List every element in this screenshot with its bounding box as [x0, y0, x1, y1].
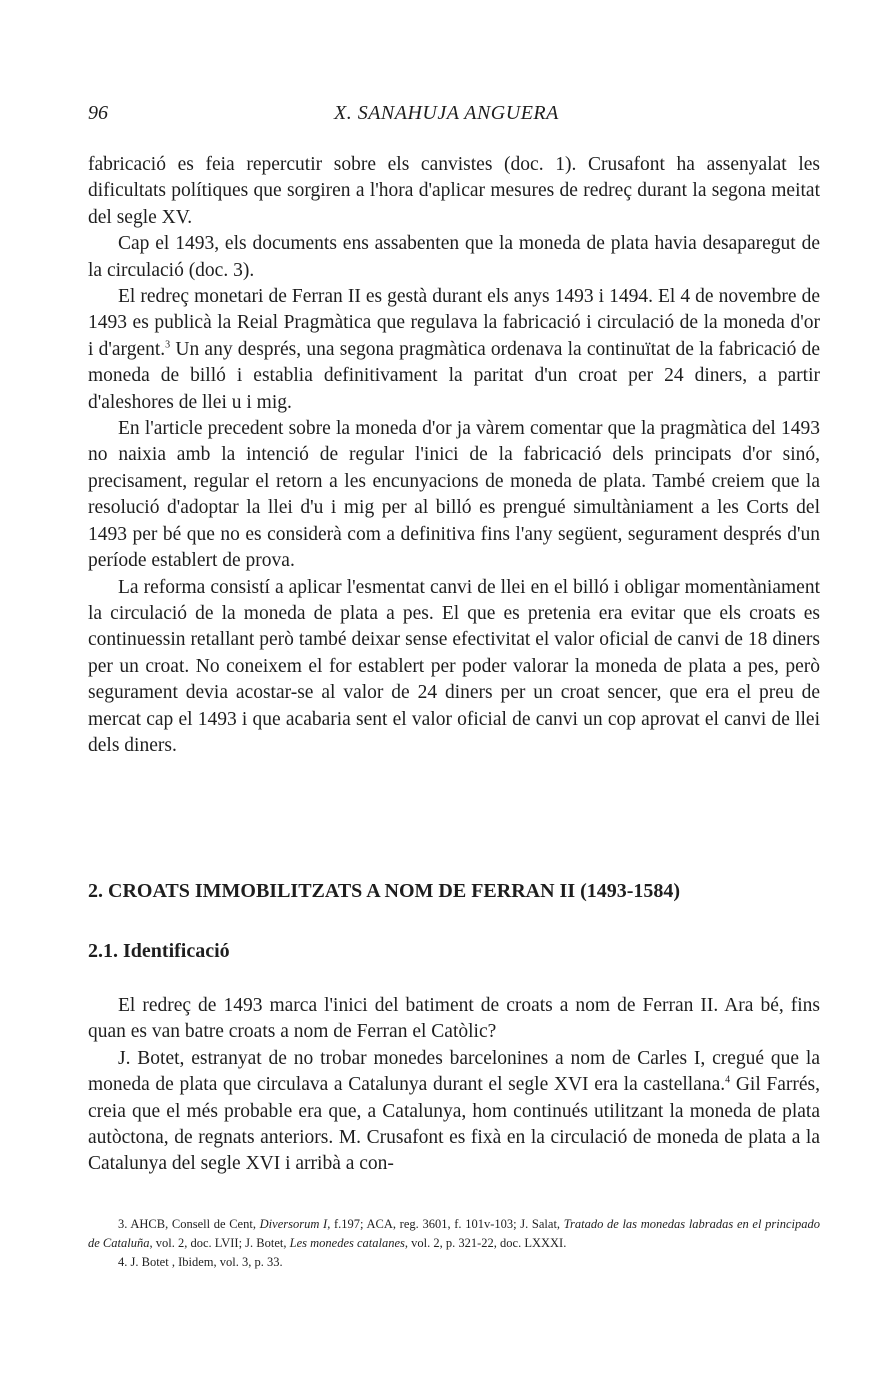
paragraph	[88, 1046, 820, 1178]
running-head: X. SANAHUJA ANGUERA	[334, 102, 559, 124]
footnote-title: Diversorum I	[259, 1217, 328, 1231]
paragraph: La reforma consistí a aplicar l'esmentat canvi de llei en el billó i obligar momentàniament la circulació de la moneda de plata a pes. El que es pretenia era evitar que els croats es continuessin retallant però també deixar sense efectivitat el valor oficial de canvi de 18 diners per un croat. No coneixem el for establert per poder valorar la moneda de plata a pes, però segurament devia acostar-se al valor de 24 diners per un croat sencer, que era el preu de mercat cap el 1493 i que acabaria sent el valor oficial de canvi un cop aprovat el canvi de llei dels diners.	[88, 576, 820, 756]
footnote-title: Tratado de las monedas labradas en el principado de Cataluña	[88, 1217, 820, 1250]
paragraph-text: Gil Farrés, creia que el més probable era que, a Catalunya, hom continués utilitzant la moneda de plata autòctona, de regnats anteriors. M. Crusafont es fixà en la circulació de moneda de plata a la Catalunya del segle XVI i arribà a con-	[88, 1074, 820, 1175]
section-heading: 2. CROATS IMMOBILITZATS A NOM DE FERRAN II (1493-1584)	[88, 880, 681, 902]
paragraph: En l'article precedent sobre la moneda d'or ja vàrem comentar que la pragmàtica del 1493 no naixia amb la intenció de regular l'inici de la fabricació dels principats d'or sinó, precisament, regular el retorn a les encunyacions de moneda de plata. També creiem que la resolució d'adoptar la llei d'u i mig per al billó es prengué simultàniament a les Corts del 1493 per bé que no es considerà com a definitiva fins l'any següent, segurament després d'un període establert de prova.	[88, 418, 820, 572]
paragraph-text: El redreç monetari de Ferran II es gestà durant els anys 1493 i 1494. El 4 de novembre de 1493 es publicà la Reial Pragmàtica que regulava la fabricació i circulació de la moneda d'or i d'argent.	[88, 286, 820, 360]
paragraph-text: J. Botet, estranyat de no trobar monedes barcelonines a nom de Carles I, cregué que la moneda de plata que circulava a Catalunya durant el segle XVI era la castellana.	[88, 1047, 820, 1096]
footnote-title: Les monedes catalanes	[289, 1236, 405, 1250]
paragraph: Cap el 1493, els documents ens assabenten que la moneda de plata havia desaparegut de la circulació (doc. 3).	[88, 233, 820, 281]
subsection-heading: 2.1. Identificació	[88, 940, 230, 962]
footnote-text: , f.197; ACA, reg. 3601, f. 101v-103; J. Salat,	[327, 1217, 564, 1231]
footnote-ref-4: 4	[725, 1074, 731, 1086]
page-number: 96	[88, 102, 108, 124]
paragraph	[88, 284, 820, 416]
footnote-4: 4. J. Botet , Ibidem, vol. 3, p. 33.	[118, 1255, 283, 1269]
body-text-top	[88, 152, 820, 759]
footnote-text: 3. AHCB, Consell de Cent,	[118, 1217, 260, 1231]
paragraph-text: Un any després, una segona pragmàtica ordenava la continuïtat de la fabricació de moneda de billó i establia definitivament la paritat d'un croat per 24 diners, a partir d'aleshores de llei u i mig.	[88, 338, 820, 413]
paragraph: fabricació es feia repercutir sobre els canvistes (doc. 1). Crusafont ha assenyalat les dificultats polítiques que sorgiren a l'hora d'aplicar mesures de redreç durant la segona meitat del segle XV.	[88, 154, 820, 228]
footnote-3	[88, 1215, 820, 1253]
footnote-text: , vol. 2, p. 321-22, doc. LXXXI.	[404, 1236, 567, 1250]
body-text-bottom	[88, 993, 820, 1178]
paragraph: El redreç de 1493 marca l'inici del batiment de croats a nom de Ferran II. Ara bé, fins quan es van batre croats a nom de Ferran el Catòlic?	[88, 995, 820, 1043]
footnote-ref-3: 3	[165, 339, 171, 351]
footnotes	[88, 1215, 820, 1272]
page-header	[88, 102, 820, 132]
footnote-text: , vol. 2, doc. LVII; J. Botet,	[149, 1236, 290, 1250]
